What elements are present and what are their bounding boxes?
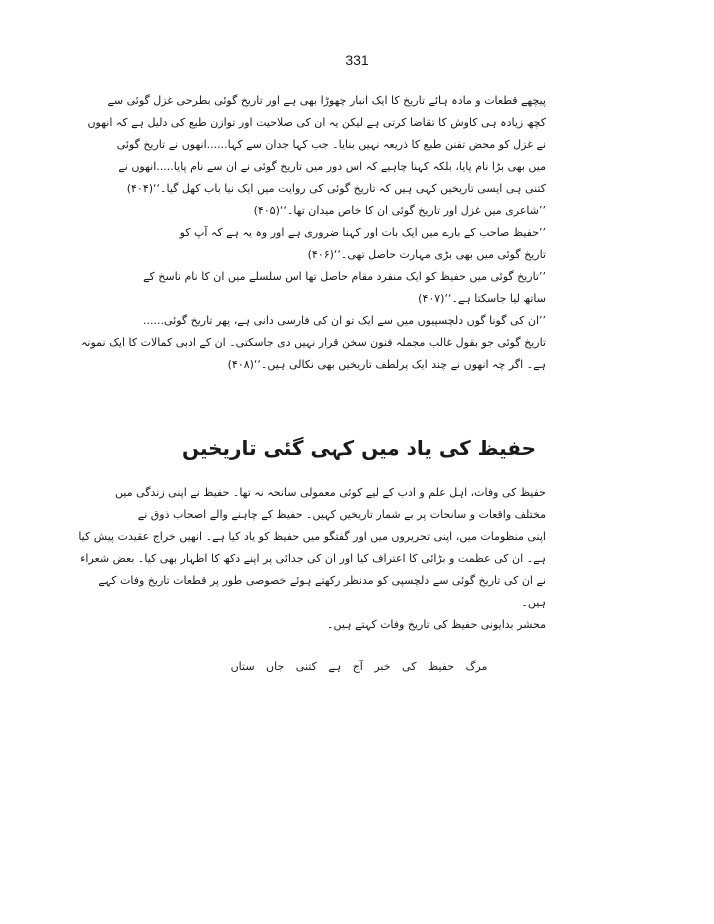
text-line: ساتھ لیا جاسکتا ہے۔‘‘(۴۰۷) <box>418 292 546 305</box>
page-number: 331 <box>345 52 369 68</box>
text-line: تاریخ گوئی جو بقول غالب مجملہ فنون سخن قرار نہیں دی جاسکتی۔ ان کے ادبی کمالات کا ایک نمونہ <box>80 336 546 349</box>
text-line: ہے۔ اگر چہ انھوں نے چند ایک پرلطف تاریخیں بھی نکالی ہیں۔‘‘(۴۰۸) <box>227 358 546 371</box>
poem-verse: مرگ حفیظ کی خبر آج ہے کتنی جاں ستاں <box>230 660 488 673</box>
section-heading: حفیظ کی یاد میں کہی گئی تاریخیں <box>181 436 537 460</box>
text-line: نے غزل کو محض تفنن طبع کا ذریعہ نہیں بنایا۔ جب کہا جدان سے کہا......انھوں نے تاریخ گوئی <box>116 138 546 151</box>
text-line: کتنی ہی ایسی تاریخیں کہی ہیں کہ تاریخ گوئی کی روایت میں ایک نیا باب کھل گیا۔‘‘(۴۰۴) <box>126 182 546 195</box>
text-line: مختلف واقعات و سانحات پر بے شمار تاریخیں کہیں۔ حفیظ کے چاہنے والے اصحاب ذوق نے <box>137 508 546 521</box>
paragraph-intro <box>78 482 546 636</box>
text-line: پیچھے قطعات و مادہ ہائے تاریخ کا ایک انبار چھوڑا بھی ہے اور تاریخ گوئی بطرحی غزل گوئی سے <box>107 94 546 107</box>
text-line: ہیں۔ <box>521 596 546 609</box>
text-line: ’’شاعری میں غزل اور تاریخ گوئی ان کا خاص میدان تھا۔‘‘(۴۰۵) <box>253 204 546 217</box>
text-line: کچھ زیادہ ہی کاوش کا تقاضا کرتی ہے لیکن یہ ان کی صلاحیت اور توازن طبع کی دلیل ہے کہ انھوں <box>87 116 546 129</box>
text-line: ہے۔ ان کی عظمت و بڑائی کا اعتراف کیا اور ان کی جدائی پر اپنے دکھ کا اظہار بھی کیا۔ بعض شعراء <box>80 552 546 565</box>
text-line: حفیظ کی وفات، اہل علم و ادب کے لیے کوئی معمولی سانحہ نہ تھا۔ حفیظ نے اپنی زندگی میں <box>115 486 546 499</box>
text-line: ’’ان کی گونا گوں دلچسپیوں میں سے ایک تو ان کی فارسی دانی ہے، پھر تاریخ گوئی...... <box>142 314 546 327</box>
text-line: تاریخ گوئی میں بھی بڑی مہارت حاصل تھی۔‘‘(۴۰۶) <box>307 248 546 261</box>
text-line: ’’حفیظ صاحب کے بارے میں ایک بات اور کہنا ضروری ہے اور وہ یہ ہے کہ آپ کو <box>179 226 546 239</box>
text-line: میں بھی بڑا نام پایا، بلکہ کہنا چاہیے کہ اس دور میں تاریخ گوئی نے ان سے نام پایا.....انھوں نے <box>118 160 546 173</box>
text-line: اپنی منظومات میں، اپنی تحریروں میں اور گفتگو میں حفیظ کو یاد کیا ہے۔ انھیں خراج عقیدت پیش کیا <box>78 530 546 543</box>
text-line: ’’تاریخ گوئی میں حفیظ کو ایک منفرد مقام حاصل تھا اس سلسلے میں ان کا نام ناسخ کے <box>143 270 546 283</box>
text-line: محشر بدایونی حفیظ کی تاریخ وفات کہتے ہیں۔ <box>327 618 546 631</box>
paragraph-quotes <box>80 90 546 376</box>
text-line: نے ان کی تاریخ گوئی سے دلچسپی کو مدنظر رکھتے ہوئے خصوصی طور پر قطعات تاریخ وفات کہے <box>98 574 546 587</box>
